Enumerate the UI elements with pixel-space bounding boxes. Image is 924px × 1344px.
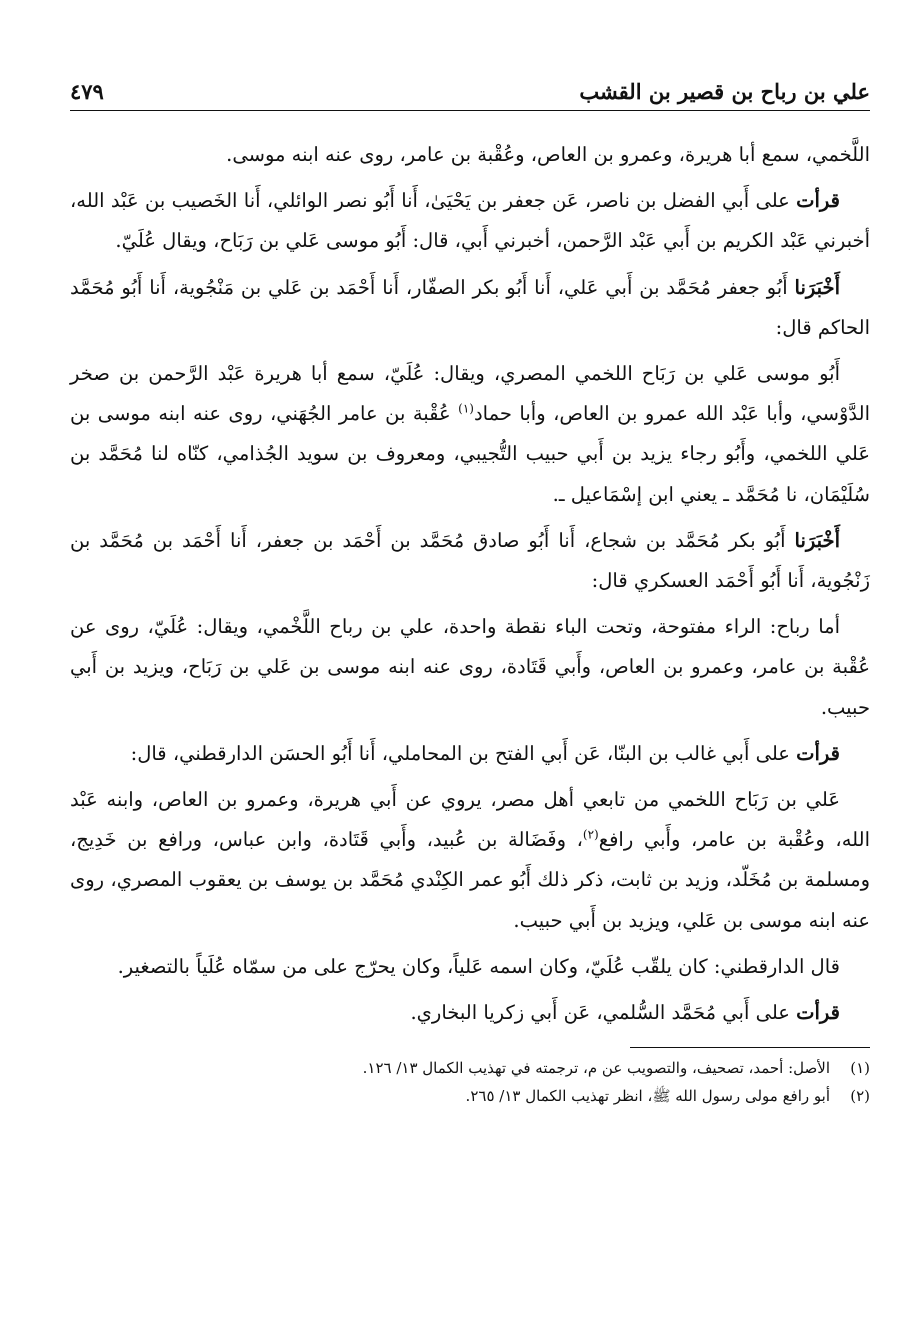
- footnote-text: أبو رافع مولى رسول الله ﷺ، انظر تهذيب الكمال ١٣/ ٢٦٥.: [465, 1087, 830, 1106]
- footnote-marker: (٢): [850, 1087, 870, 1106]
- paragraph-text: عَلي بن رَبَاح اللخمي من تابعي أهل مصر، يروي عن أَبي هريرة، وعمرو بن العاص، وابنه عَبْد الله، وعُقْبة بن عامر، وأَبي رافع: [70, 788, 870, 852]
- paragraph-text: قال الدارقطني: كان يلقّب عُلَيّ، وكان اسمه عَلياً، وكان يحرّج على من سمّاه عُلَياً بالتصغير.: [117, 954, 840, 978]
- header-title: علي بن رباح بن قصير بن القشب: [579, 79, 870, 104]
- paragraph: [70, 521, 870, 601]
- paragraph: [70, 268, 870, 348]
- paragraph-text: على أَبي مُحَمَّد السُّلمي، عَن أَبي زكريا البخاري.: [410, 1001, 797, 1025]
- footnote-marker: (١): [850, 1059, 870, 1078]
- page-number: ٤٧٩: [70, 79, 104, 104]
- running-header: [70, 70, 870, 111]
- book-page: [70, 70, 870, 1110]
- paragraph: [70, 947, 870, 987]
- paragraph-text: أما رباح: الراء مفتوحة، وتحت الباء نقطة واحدة، علي بن رباح اللَّخْمي، ويقال: عُلَيّ، روى عن عُقْبة بن عامر، وعمرو بن العاص، وأَبي قَتَادة، روى عنه ابنه موسى بن عَلي بن رَبَاح، ويزيد بن أَبي حبيب.: [70, 615, 870, 719]
- paragraph: [70, 354, 870, 515]
- footnote-reference[interactable]: (١): [458, 401, 474, 416]
- paragraph: [70, 607, 870, 728]
- paragraph: [70, 734, 870, 774]
- paragraph-text: عُقْبة بن عامر الجُهَني، روى عنه ابنه موسى بن عَلي اللخمي، وأَبُو رجاء يزيد بن أَبي حبيب التُّجيبي، ومعروف بن سويد الجُذامي، كنّاه لنا مُحَمَّد بن سُلَيْمَان، نا مُحَمَّد ـ يعني ابن إسْمَاعيل ـ.: [70, 402, 870, 506]
- paragraph-text: أَبُو بكر مُحَمَّد بن شجاع، أَنا أَبُو صادق مُحَمَّد بن أَحْمَد بن جعفر، أَنا أَحْمَد بن مُحَمَّد بن زَنْجُوية، أَنا أَبُو أَحْمَد العسكري قال:: [70, 528, 870, 593]
- footnote-reference[interactable]: (٢): [582, 827, 599, 842]
- paragraph-lead-word: أَخْبَرَنا: [794, 275, 840, 299]
- main-text: [70, 135, 870, 1033]
- footnote: [70, 1082, 870, 1110]
- paragraph-text: أَبُو جعفر مُحَمَّد بن أَبي عَلي، أَنا أَبُو بكر الصفّار، أَنا أَحْمَد بن عَلي بن مَنْجُوية، أَنا أَبُو مُحَمَّد الحاكم قال:: [70, 275, 870, 339]
- footnotes: [70, 1054, 870, 1110]
- paragraph-text: ، وفَضَالة بن عُبيد، وأَبي قَتَادة، وابن عباس، ورافع بن خَدِيج، ومسلمة بن مُخَلّد، وزيد بن ثابت، ذكر ذلك أَبُو عمر الكِنْدي مُحَمَّد بن يوسف بن يعقوب المصري، روى عنه ابنه موسى بن عَلي، ويزيد بن أَبي حبيب.: [70, 828, 870, 932]
- paragraph: [70, 135, 870, 175]
- paragraph-lead-word: أَخْبَرَنا: [794, 528, 840, 552]
- paragraph-text: أَبُو موسى عَلي بن رَبَاح اللخمي المصري، ويقال: عُلَيّ، سمع أبا هريرة عَبْد الرَّحمن بن صخر الدَّوْسي، وأبا عَبْد الله عمرو بن العاص، وأبا حماد: [70, 362, 870, 426]
- paragraph-lead-word: قرأت: [796, 741, 840, 765]
- paragraph-text: اللَّخمي، سمع أبا هريرة، وعمرو بن العاص، وعُقْبة بن عامر، روى عنه ابنه موسى.: [226, 143, 870, 166]
- paragraph: [70, 993, 870, 1033]
- footnote-text: الأصل: أحمد، تصحيف، والتصويب عن م، ترجمته في تهذيب الكمال ١٣/ ١٢٦.: [362, 1059, 830, 1078]
- paragraph-text: على أَبي الفضل بن ناصر، عَن جعفر بن يَحْيَىٰ، أَنا أَبُو نصر الوائلي، أَنا الخَصيب بن عَبْد الله، أخبرني عَبْد الكريم بن أَبي عَبْد الرَّحمن، أخبرني أَبي، قال: أَبُو موسى عَلي بن رَبَاح، ويقال عُلَيّ.: [70, 189, 870, 253]
- paragraph-text: على أَبي غالب بن البنّا، عَن أَبي الفتح بن المحاملي، أَنا أَبُو الحسَن الدارقطني، قال:: [130, 741, 797, 765]
- footnote: [70, 1054, 870, 1082]
- paragraph-lead-word: قرأت: [796, 1001, 840, 1025]
- paragraph: [70, 780, 870, 941]
- paragraph: [70, 181, 870, 261]
- paragraph-lead-word: قرأت: [796, 189, 840, 213]
- footnote-divider: [630, 1047, 870, 1048]
